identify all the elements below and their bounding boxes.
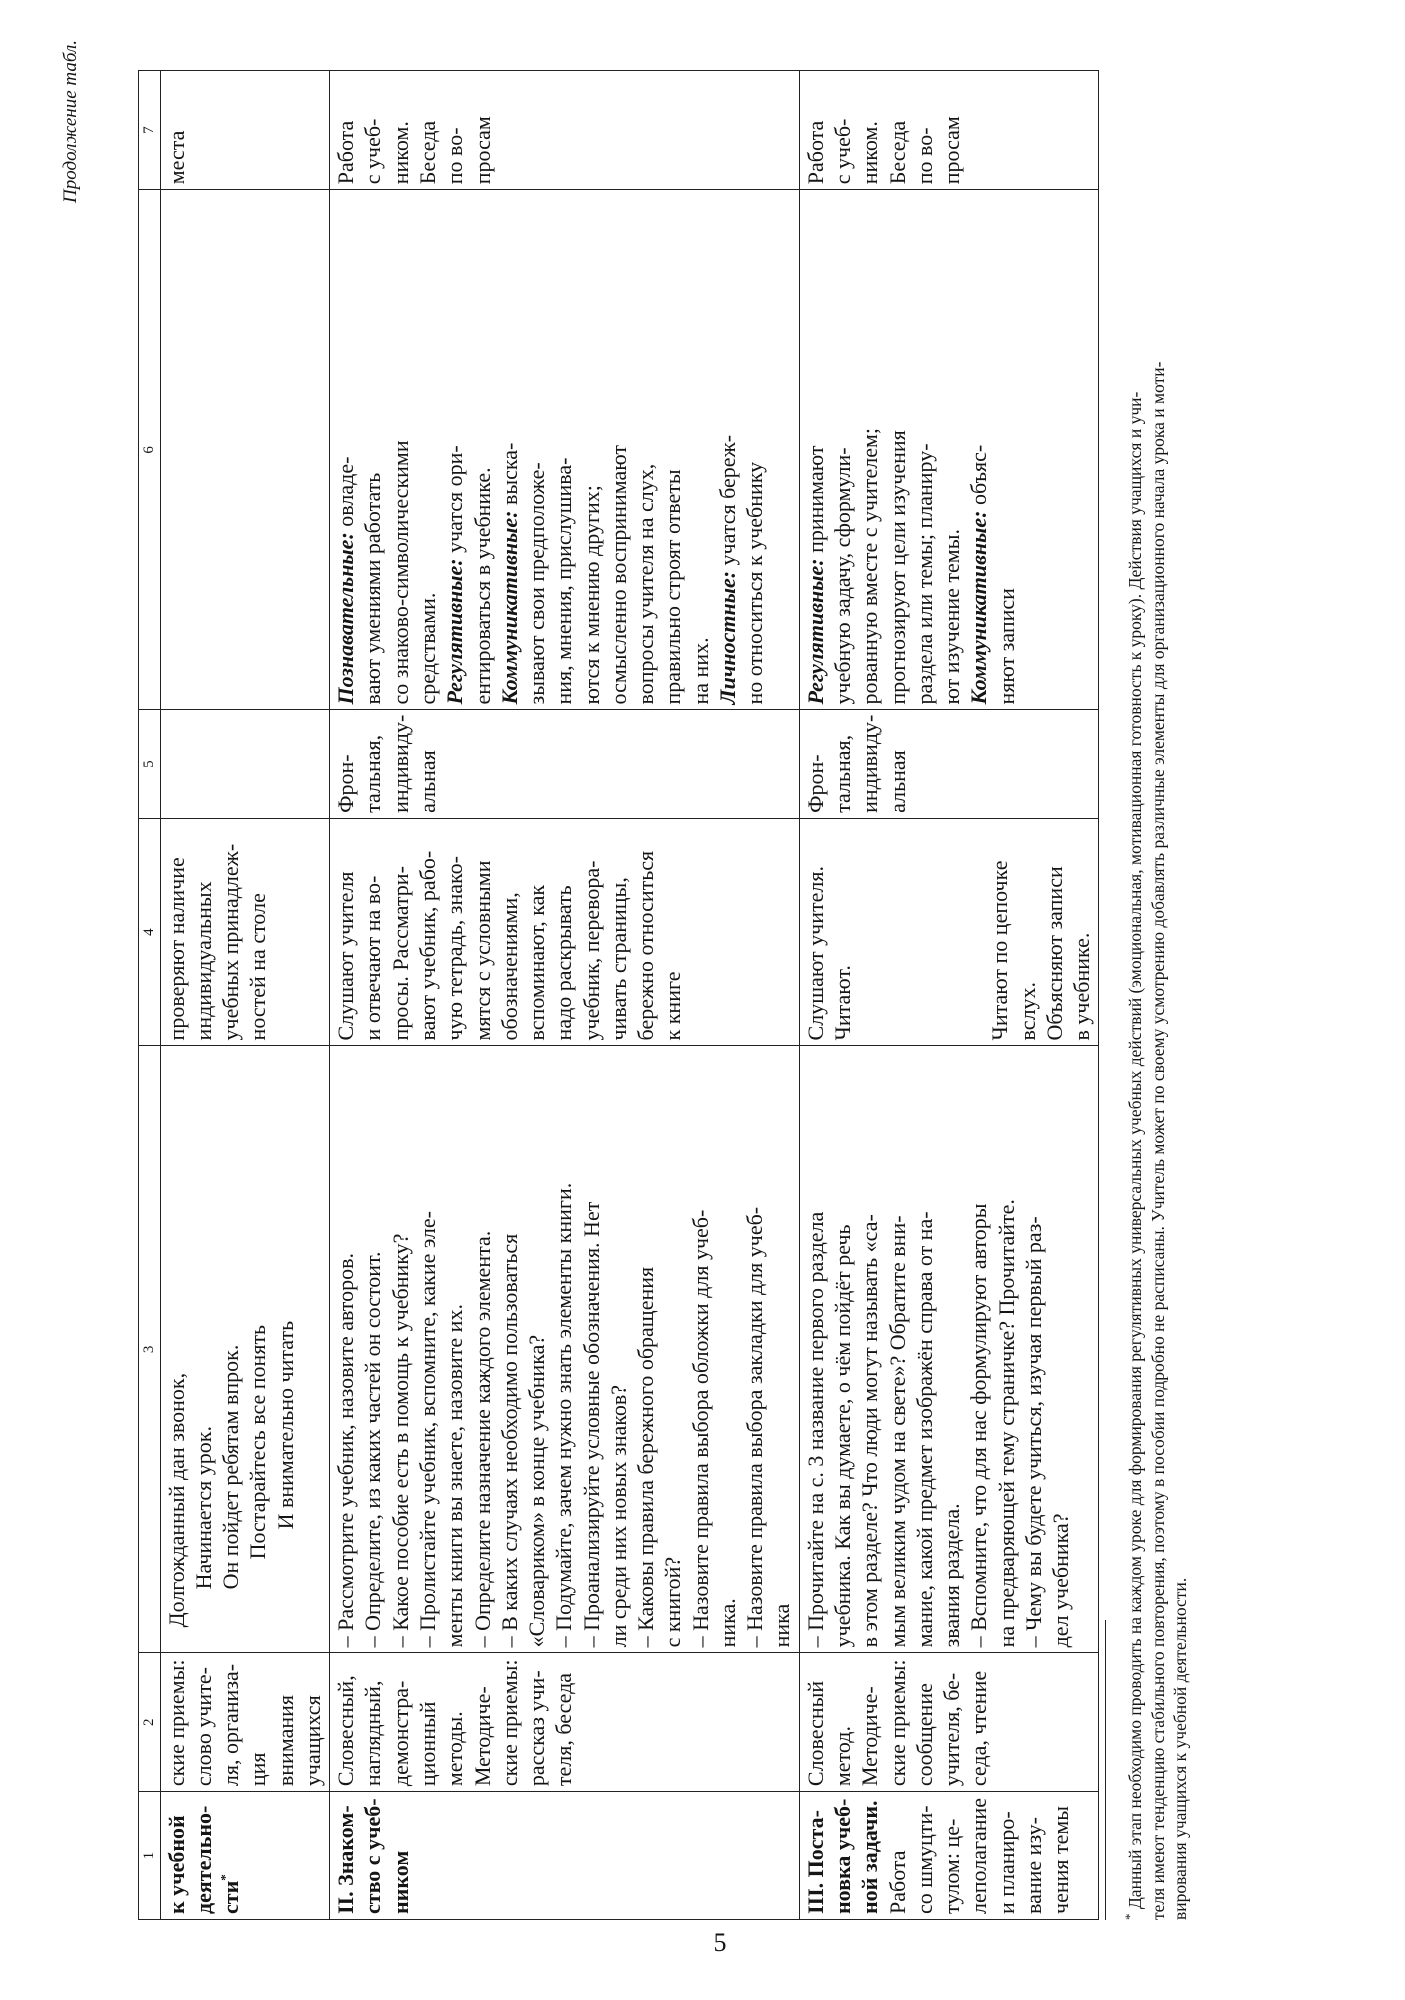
cell-line: ностей на столе — [245, 893, 271, 1041]
uud-label: Познавательные: — [333, 532, 359, 705]
footnote-line: вирования учащихся к учебной деятельности. — [1170, 1577, 1191, 1920]
cell-line: учебных принадлеж- — [218, 843, 244, 1041]
cell-line: Методиче- — [857, 1686, 883, 1787]
uud-text: учебную задачу, сформули- — [829, 447, 855, 705]
uud-text: прогнозируют цели изучения — [884, 430, 910, 705]
uud-cell — [799, 190, 1099, 710]
student-activity-cell — [799, 818, 1099, 1046]
cell-line: ские приемы: — [496, 1659, 522, 1787]
uud-text: со знаково-символическими — [387, 440, 413, 705]
teacher-activity-cell — [160, 1046, 330, 1653]
uud-text: объяс- — [966, 444, 992, 511]
cell-line: вслух. — [1014, 981, 1040, 1041]
work-form-cell — [160, 710, 330, 818]
cell-line: – Подумайте, зачем нужно знать элементы книги. — [551, 1182, 577, 1648]
cell-line: ной задачи. — [857, 1800, 883, 1914]
cell-line: «Словариком» в конце учебника? — [524, 1334, 550, 1648]
uud-cell — [330, 190, 800, 710]
uud-text: ются к мнению других; — [578, 485, 604, 705]
control-cell — [330, 71, 800, 190]
cell-line: Слушают учителя. — [802, 866, 828, 1041]
cell-line: к учебной — [163, 1815, 189, 1914]
footnote-marker: * — [1122, 1913, 1137, 1920]
cell-line: с учеб- — [360, 118, 386, 185]
column-number: 7 — [139, 71, 161, 190]
cell-line: слово учите- — [190, 1667, 216, 1787]
cell-line: метод. — [829, 1726, 855, 1787]
cell-line: ником. — [857, 121, 883, 185]
cell-line: к книге — [660, 971, 686, 1041]
cell-line: – Вспомните, что для нас формулируют авторы — [966, 1203, 992, 1648]
cell-line: в этом разделе? Что люди могут называть «са- — [857, 1214, 883, 1648]
uud-text: ентироваться в учебнике. — [469, 467, 495, 705]
cell-line: Он пойдет ребятам впрок. — [218, 1344, 244, 1590]
cell-line: – Чему вы будете учиться, изучая первый раз- — [1020, 1216, 1046, 1648]
cell-line: – В каких случаях необходимо пользоваться — [496, 1233, 522, 1648]
cell-line: проверяют наличие — [163, 857, 189, 1041]
uud-text: ют изучение темы. — [939, 529, 965, 705]
cell-line: вание изу- — [1020, 1816, 1046, 1914]
methods-cell — [799, 1653, 1099, 1792]
uud-text: учатся ори- — [442, 445, 468, 559]
footnote-line: Данный этап необходимо проводить на каждом уроке для формирования регулятивных универсальных учебных действий (эмоциональная, мотивационная готовность к уроку). Действия учащихся и учи- — [1124, 391, 1145, 1910]
cell-line: Читают по цепочке — [987, 860, 1013, 1041]
uud-label: Регулятивные: — [442, 558, 468, 705]
cell-line: – Определите, из каких частей он состоит. — [360, 1251, 386, 1648]
cell-line: ником — [387, 1850, 413, 1914]
cell-line: ционный — [414, 1701, 440, 1787]
uud-text: правильно строят ответы — [660, 469, 686, 705]
cell-line: Фрон- — [333, 754, 359, 813]
cell-line: мание, какой предмет изображён справа от на- — [911, 1211, 937, 1648]
cell-line: – Назовите правила выбора обложки для учеб- — [687, 1209, 713, 1648]
cell-line: II. Знаком- — [333, 1805, 359, 1914]
cell-line: Работа — [802, 120, 828, 185]
cell-line: менты книги вы знаете, назовите их. — [442, 1304, 468, 1648]
cell-line: просы. Рассматри- — [387, 866, 413, 1041]
column-number: 5 — [139, 710, 161, 818]
cell-line: – Определите назначение каждого элемента. — [469, 1230, 495, 1648]
cell-line: звания раздела. — [939, 1503, 965, 1648]
uud-label: Коммуникативные: — [496, 510, 522, 705]
uud-label: Регулятивные: — [802, 558, 828, 705]
cell-line: ство с учеб- — [360, 1798, 386, 1914]
cell-line: просам — [939, 116, 965, 185]
cell-line: ника — [769, 1603, 795, 1648]
cell-line: вают учебник, рабо- — [414, 850, 440, 1041]
cell-line: ли среди них новых знаков? — [605, 1384, 631, 1648]
cell-line: Словесный, — [333, 1675, 359, 1787]
table-row — [799, 71, 1099, 1920]
student-activity-cell — [160, 818, 330, 1046]
table-row — [160, 71, 330, 1920]
column-number: 6 — [139, 190, 161, 710]
uud-text: раздела или темы; планиру- — [911, 443, 937, 705]
table-row — [330, 71, 800, 1920]
cell-line: учителя, бе- — [939, 1672, 965, 1787]
cell-line: сти — [218, 1880, 244, 1914]
uud-text: вопросы учителя на слух, — [633, 463, 659, 705]
cell-line: – Проанализируйте условные обозначения. Нет — [578, 1201, 604, 1648]
cell-line: леполагание — [966, 1797, 992, 1914]
cell-line: чения темы — [1048, 1805, 1074, 1914]
cell-line: чую тетрадь, знако- — [442, 856, 468, 1041]
methods-cell — [160, 1653, 330, 1792]
uud-label: Коммуникативные: — [966, 510, 992, 705]
column-number: 2 — [139, 1653, 161, 1792]
cell-line: места — [163, 130, 189, 185]
cell-line: III. Поста- — [802, 1810, 828, 1914]
cell-line: по во- — [442, 127, 468, 185]
cell-line: ля, организа- — [218, 1663, 244, 1787]
cell-line: Начинается урок. — [190, 1426, 216, 1590]
stage-title — [802, 1797, 884, 1914]
page-number: 5 — [713, 1928, 727, 1957]
cell-line: бережно относиться — [633, 850, 659, 1041]
cell-line: с книгой? — [660, 1556, 686, 1648]
uud-text: учатся береж- — [714, 434, 740, 571]
cell-line: И внимательно читать — [272, 1320, 298, 1530]
cell-line: альная — [884, 750, 910, 813]
uud-line — [714, 195, 741, 704]
stage-cell — [160, 1792, 330, 1920]
uud-line — [496, 195, 523, 704]
cell-line: с учеб- — [829, 118, 855, 185]
methods-cell — [330, 1653, 800, 1792]
cell-line: Читают. — [829, 965, 855, 1041]
cell-line: – Пролистайте учебник, вспомните, какие эле- — [414, 1211, 440, 1648]
cell-line: мым великим чудом на свете»? Обратите вни- — [884, 1215, 910, 1648]
cell-line: демонстра- — [387, 1680, 413, 1787]
teacher-activity-cell — [799, 1046, 1099, 1653]
uud-line — [802, 195, 829, 704]
cell-line: вспоминают, как — [524, 884, 550, 1041]
cell-line: в учебнике. — [1069, 932, 1095, 1041]
cell-line: индивиду- — [857, 714, 883, 813]
cell-line: новка учеб- — [829, 1798, 855, 1914]
cell-line: наглядный, — [360, 1680, 386, 1787]
student-activity-top — [802, 824, 857, 1041]
uud-text: но относиться к учебнику — [742, 461, 768, 705]
uud-text: осмысленно воспринимают — [605, 444, 631, 705]
uud-text: зывают свои предположе- — [524, 462, 550, 705]
column-number-row — [139, 71, 161, 1920]
uud-text: вают умениями работать — [360, 472, 386, 705]
cell-line: Слушают учителя — [333, 871, 359, 1041]
cell-line: на предваряющей тему страничке? Прочитайте. — [993, 1199, 1019, 1648]
student-activity-bottom — [986, 824, 1095, 1041]
cell-line: чивать страницы, — [605, 877, 631, 1041]
cell-line: со шмуцти- — [911, 1805, 937, 1914]
footnote-line: теля имеют тенденцию стабильного повторения, поэтому в пособии подробно не расписаны. Учитель может по своему усмотрению добавлять различные элементы для организационного начала урока и моти- — [1147, 361, 1168, 1920]
cell-line: ника. — [714, 1598, 740, 1648]
control-cell — [799, 71, 1099, 190]
cell-line: по во- — [911, 127, 937, 185]
uud-text: средствами. — [414, 592, 440, 705]
cell-line: Долгожданный дан звонок, — [163, 1372, 189, 1628]
cell-line: тулом: це- — [939, 1818, 965, 1914]
work-form-cell — [799, 710, 1099, 818]
cell-line: ником. — [387, 121, 413, 185]
cell-line: учебник, перевора- — [578, 860, 604, 1041]
uud-text: няют записи — [993, 588, 1019, 705]
cell-line: теля, беседа — [551, 1672, 577, 1787]
footnote-marker: * — [217, 1874, 233, 1881]
cell-line: рассказ учи- — [524, 1670, 550, 1787]
cell-line: Методиче- — [469, 1686, 495, 1787]
stage-description — [884, 1797, 1075, 1914]
cell-line: Фрон- — [802, 754, 828, 813]
cell-line: Объясняют записи — [1041, 866, 1067, 1041]
cell-line: Беседа — [884, 120, 910, 185]
uud-line — [332, 195, 359, 704]
cell-line: индивидуальных — [190, 881, 216, 1041]
uud-line — [965, 195, 992, 704]
cell-line: тальная, — [829, 734, 855, 813]
uud-text: ния, мнения, прислушива- — [551, 457, 577, 705]
control-cell — [160, 71, 330, 190]
stage-cell — [330, 1792, 800, 1920]
cell-line: – Какое пособие есть в помощь к учебнику? — [387, 1233, 413, 1648]
cell-line: мятся с условными — [469, 860, 495, 1041]
cell-line: учебника. Как вы думаете, о чём пойдёт речь — [829, 1224, 855, 1648]
cell-line: тальная, — [360, 734, 386, 813]
cell-line: ские приемы: — [163, 1659, 189, 1787]
cell-line: Постарайтесь все понять — [245, 1324, 271, 1560]
column-number: 1 — [139, 1792, 161, 1920]
cell-line: надо раскрывать — [551, 885, 577, 1041]
cell-line: Беседа — [414, 120, 440, 185]
cell-line: ция внимания — [245, 1694, 298, 1787]
column-number: 4 — [139, 818, 161, 1046]
cell-line: Работа — [884, 1850, 910, 1914]
cell-line: Работа — [333, 120, 359, 185]
cell-line: и планиро- — [993, 1811, 1019, 1914]
uud-label: Личностные: — [714, 570, 740, 705]
uud-line — [441, 195, 468, 704]
cell-line: учащихся — [299, 1695, 325, 1787]
cell-line: деятельно- — [190, 1805, 216, 1914]
cell-line: – Назовите правила выбора закладки для учеб- — [742, 1206, 768, 1648]
footnote-divider — [1105, 1620, 1106, 1920]
uud-text: выска- — [496, 442, 522, 511]
cell-line: – Рассмотрите учебник, назовите авторов. — [333, 1252, 359, 1648]
landscape-content — [60, 40, 1360, 1960]
cell-line: и отвечают на во- — [360, 875, 386, 1041]
uud-text: на них. — [687, 637, 713, 705]
student-activity-cell — [330, 818, 800, 1046]
cell-line: седа, чтение — [966, 1670, 992, 1787]
cell-line: альная — [414, 750, 440, 813]
work-form-cell — [330, 710, 800, 818]
continuation-label: Продолжение табл. — [60, 40, 81, 203]
cell-line: обозначениями, — [496, 892, 522, 1041]
column-number: 3 — [139, 1046, 161, 1653]
stage-cell — [799, 1792, 1099, 1920]
lesson-plan-table — [138, 70, 1099, 1920]
cell-line: ские приемы: — [884, 1659, 910, 1787]
cell-line: индивиду- — [387, 714, 413, 813]
cell-line: – Каковы правила бережного обращения — [633, 1266, 659, 1648]
cell-line: сообщение — [911, 1683, 937, 1787]
cell-line: – Прочитайте на с. 3 название первого раздела — [802, 1211, 828, 1648]
uud-text: овладе- — [333, 456, 359, 533]
cell-line: просам — [469, 116, 495, 185]
uud-text: принимают — [802, 445, 828, 559]
cell-line: Словесный — [802, 1680, 828, 1787]
uud-text: рованную вместе с учителем; — [857, 427, 883, 705]
cell-line: методы. — [442, 1711, 468, 1787]
teacher-activity-cell — [330, 1046, 800, 1653]
uud-cell — [160, 190, 330, 710]
cell-line: дел учебника? — [1048, 1513, 1074, 1648]
footnote — [1122, 70, 1192, 1920]
